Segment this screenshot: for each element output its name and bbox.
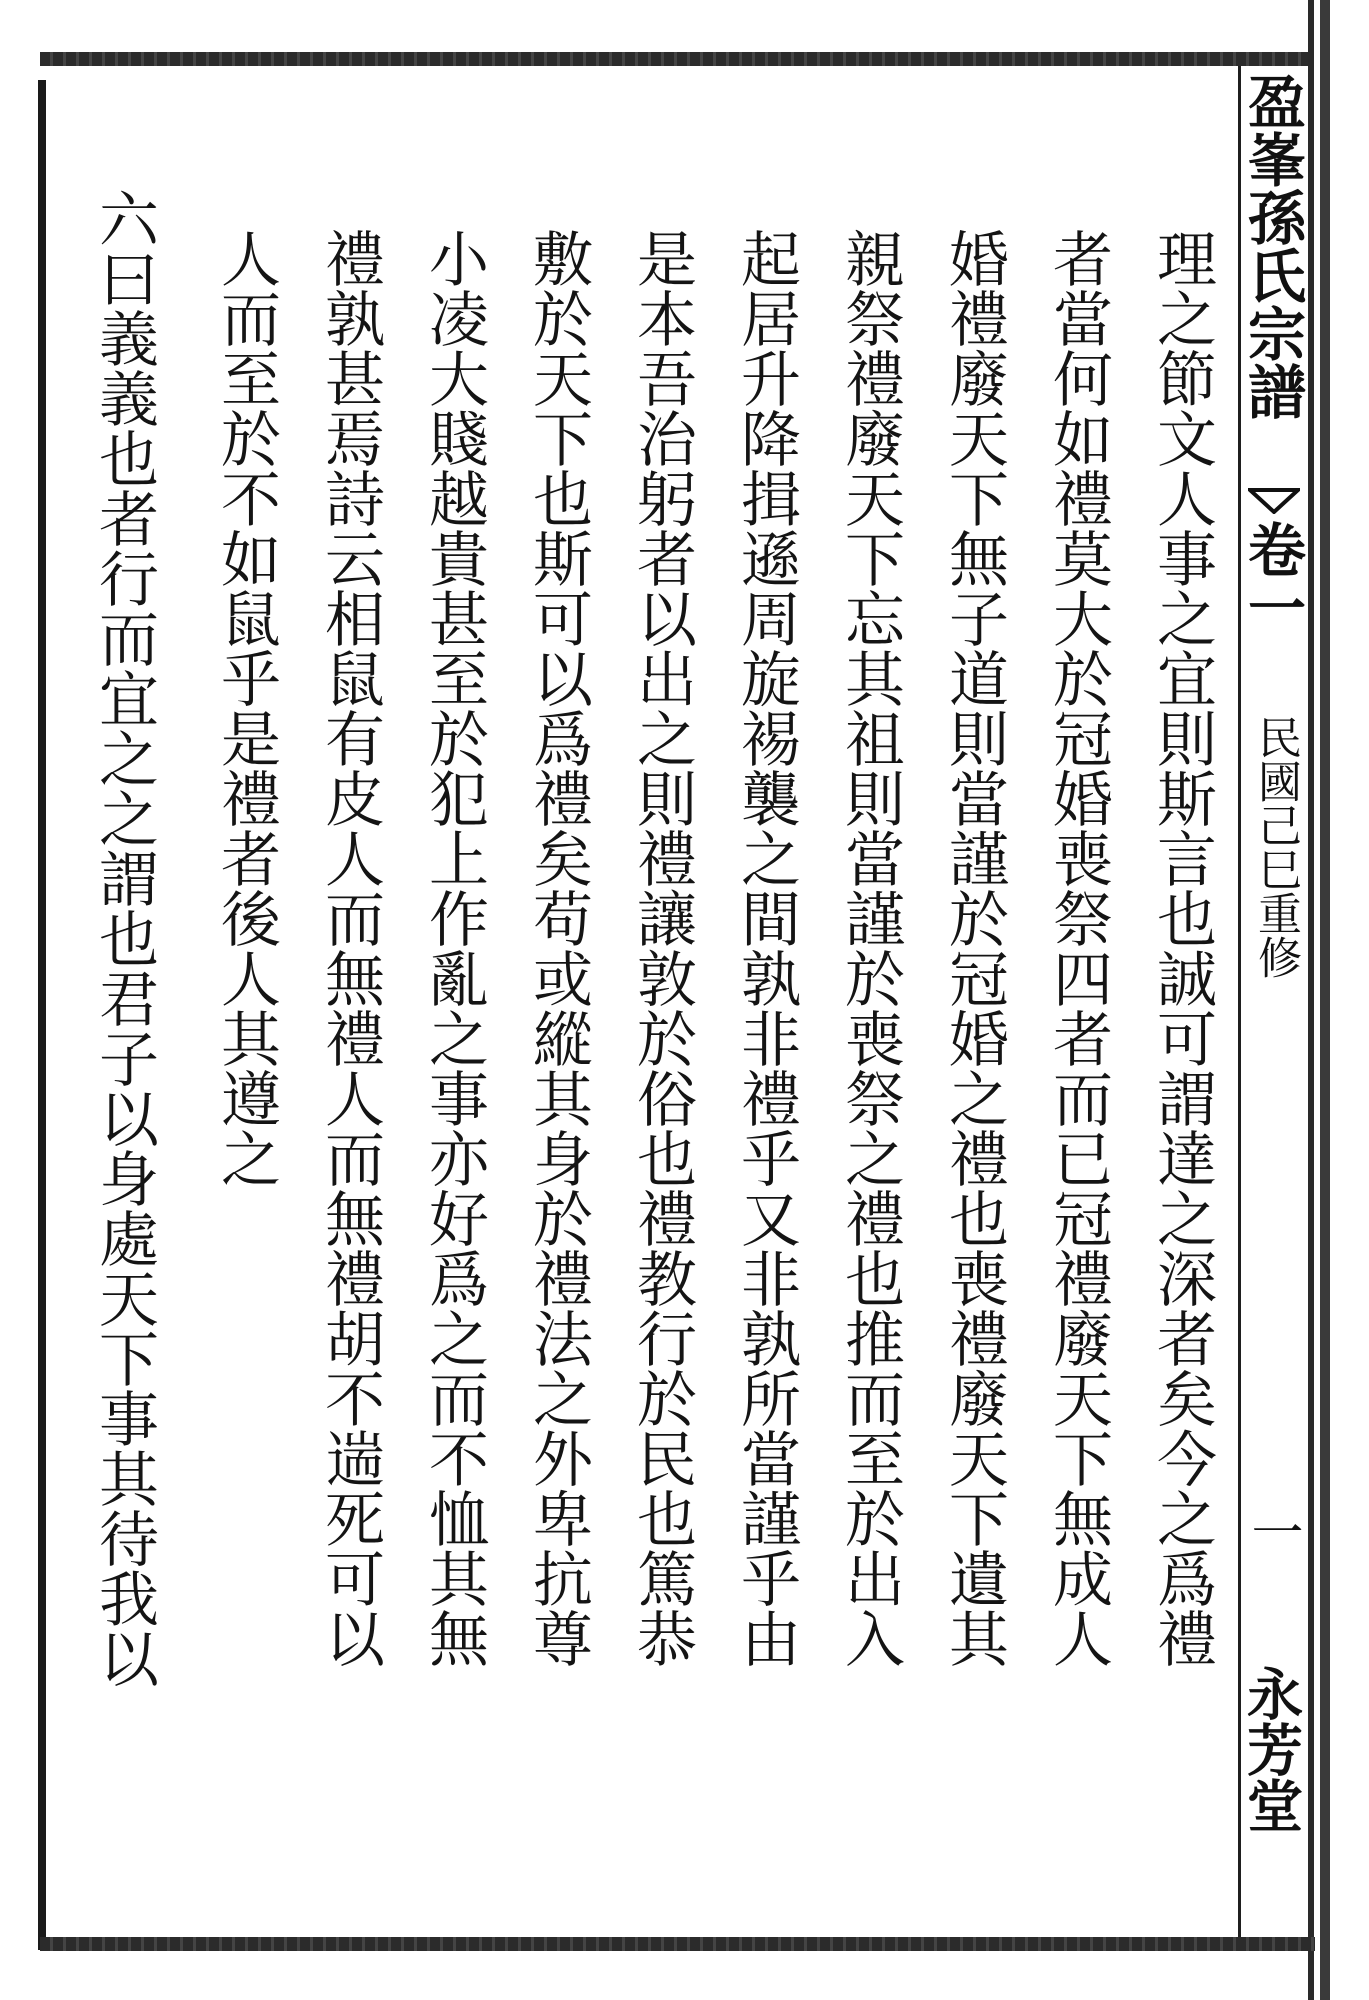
text-column-2: 者當何如禮莫大於冠婚喪祭四者而已冠禮廢天下無成人 xyxy=(1043,228,1113,1668)
hall-name: 永芳堂 xyxy=(1238,1665,1304,1833)
right-page-edge xyxy=(1308,0,1330,2000)
bottom-border-rule xyxy=(40,1937,1315,1951)
edition-note: 民國己巳重修 xyxy=(1250,715,1301,979)
text-column-7: 敷於天下也斯可以爲禮矣苟或縱其身於禮法之外卑抗尊 xyxy=(523,228,593,1668)
fish-tail-mark-icon xyxy=(1248,488,1300,514)
text-column-1: 理之節文人事之宜則斯言也誠可謂達之深者矣今之爲禮 xyxy=(1147,228,1217,1668)
top-border-rule xyxy=(40,52,1315,66)
left-page-edge xyxy=(38,80,46,1950)
genealogy-title: 盈峯孫氏宗譜 xyxy=(1238,72,1306,420)
text-column-6: 是本吾治躬者以出之則禮讓敦於俗也禮教行於民也篤恭 xyxy=(627,228,697,1668)
text-column-8: 小凌大賤越貴甚至於犯上作亂之事亦好爲之而不恤其無 xyxy=(419,228,489,1668)
text-column-5: 起居升降揖遜周旋裼襲之間孰非禮乎又非孰所當謹乎由 xyxy=(731,228,801,1668)
text-column-4: 親祭禮廢天下忘其祖則當謹於喪祭之禮也推而至於出入 xyxy=(835,228,905,1668)
text-column-3: 婚禮廢天下無子道則當謹於冠婚之禮也喪禮廢天下遺其 xyxy=(939,228,1009,1668)
text-column-10: 人而至於不如鼠乎是禮者後人其遵之 xyxy=(211,228,281,1188)
page-number: 一 xyxy=(1242,1505,1302,1557)
volume-label: 卷一 xyxy=(1238,520,1306,636)
text-column-11: 六曰義義也者行而宜之之謂也君子以身處天下事其待我以 xyxy=(89,188,159,1688)
text-column-9: 禮孰甚焉詩云相鼠有皮人而無禮人而無禮胡不遄死可以 xyxy=(315,228,385,1668)
